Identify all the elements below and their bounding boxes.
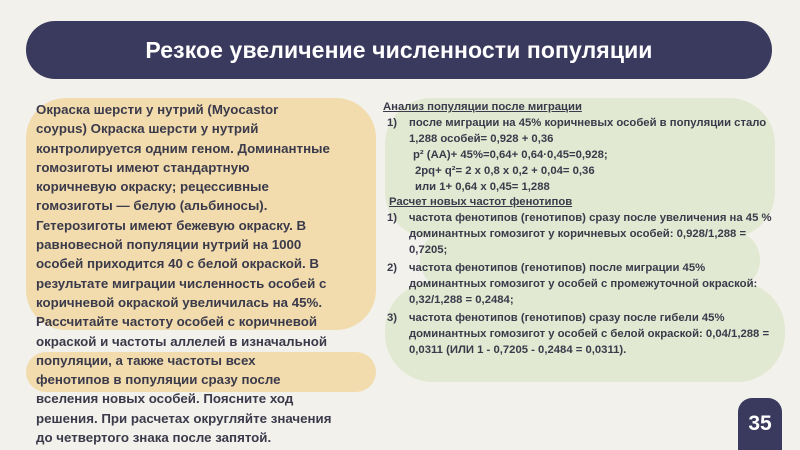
page-number-badge bbox=[738, 398, 782, 450]
page-number: 35 bbox=[748, 412, 772, 435]
phenotype-item-text: частота фенотипов (генотипов) сразу после гибели 45% доминантных гомозигот у особей с белой окраской: 0,04/1,288 = 0,0311 (ИЛИ 1 - 0,7205 - 0,2484 = 0,0311). bbox=[409, 311, 770, 356]
phenotype-item bbox=[383, 211, 783, 259]
phenotype-item-number: 1) bbox=[387, 212, 398, 225]
phenotype-item-text: частота фенотипов (генотипов) после миграции 45% доминантных гомозигот у особей с промежуточной окраской: 0,32/1,288 = 0,2484; bbox=[409, 262, 758, 306]
analysis-item-text: после миграции на 45% коричневых особей в популяции стало 1,288 особей= 0,928 + 0,36 bbox=[409, 116, 767, 145]
phenotype-item-number: 3) bbox=[387, 311, 398, 324]
phenotype-item bbox=[383, 311, 783, 359]
formula-line: или 1+ 0,64 х 0,45= 1,288 bbox=[415, 180, 550, 193]
formula-line: p² (АА)+ 45%=0,64+ 0,64·0,45=0,928; bbox=[413, 148, 608, 161]
analysis-item-number: 1) bbox=[387, 116, 398, 129]
analysis-heading: Анализ популяции после миграции bbox=[383, 101, 582, 113]
phenotype-item-number: 2) bbox=[387, 262, 398, 275]
solution-column bbox=[383, 100, 783, 359]
phenotypes-heading: Расчет новых частот фенотипов bbox=[389, 196, 573, 209]
formula-line: 2pq+ q²= 2 х 0,8 х 0,2 + 0,04= 0,36 bbox=[415, 164, 595, 177]
phenotype-item bbox=[383, 261, 783, 309]
slide-title: Резкое увеличение численности популяции bbox=[145, 36, 653, 63]
phenotype-item-text: частота фенотипов (генотипов) сразу после увеличения на 45 % доминантных гомозигот у коричневых особей: 0,928/1,288 = 0,7205; bbox=[409, 212, 772, 257]
problem-text: Окраска шерсти у нутрий (Myocastor coypus) Окраска шерсти у нутрий контролируется одним геном. Доминантные гомозиготы имеют стандартную коричневую окраску; рецессивные гомозиготы — белую (альбиносы). Гетерозиготы имеют бежевую окраску. В равновесной популяции нутрий на 1000 особей приходится 40 с белой окраской. В результате миграции численность особей с коричневой окраской увеличилась на 45%. Рассчитайте частоту особей с коричневой окраской и частоты аллелей в изначальной популяции, а также частоты всех фенотипов в популяции сразу после вселения новых особей. Поясните ход решения. При расчетах округляйте значения до четвертого знака после запятой. bbox=[36, 102, 332, 446]
title-bar bbox=[26, 21, 772, 79]
analysis-item bbox=[383, 116, 783, 148]
